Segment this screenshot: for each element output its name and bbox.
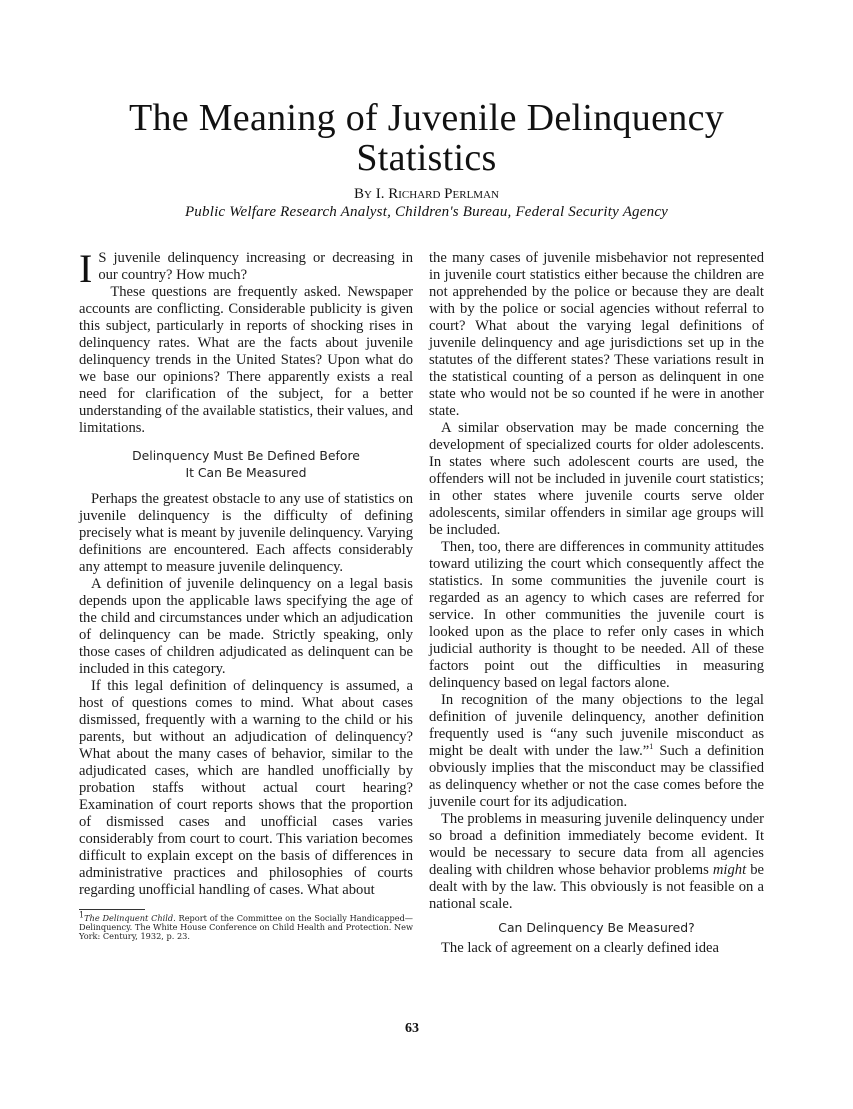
paragraph [429, 692, 764, 811]
right-column [429, 250, 764, 957]
footnote [79, 910, 413, 941]
section-heading-line-1: Delinquency Must Be Defined Before [132, 448, 360, 463]
section-heading-measured: Can Delinquency Be Measured? [498, 920, 695, 935]
title-line-1: The Meaning of Juvenile Delinquency [128, 97, 725, 139]
paragraph: Perhaps the greatest obstacle to any use of statistics on juvenile delinquency is the difficulty of defining precisely what is meant by juvenile delinquency. Varying definitions are encountered. Each affects considerably any attempt to measure juvenile delinquency. [79, 491, 413, 575]
author-byline: By I. Richard Perlman [354, 186, 499, 202]
title-line-2: Statistics [356, 137, 497, 179]
left-column [79, 246, 413, 941]
footnote-divider [79, 909, 145, 910]
paragraph-text: Such a definition obviously implies that the misconduct may be classified as delinquency whether or not the case comes before the juvenile court for its adjudication. [429, 743, 764, 810]
paragraph: If this legal definition of delinquency is assumed, a host of questions comes to mind. What about cases dismissed, frequently with a warning to the child or his parents, but without an adjudication of delinquency? What about the many cases of behavior, similar to the adjudicated cases, which are handled unofficially by probation staffs without actual court hearing? Examination of court reports shows that the proportion of dismissed cases and unofficial cases varies considerably from court to court. This variation becomes difficult to explain except on the basis of differences in administrative practices and philosophies of courts regarding unofficial handling of cases. What about [79, 678, 413, 898]
paragraph-text: The problems in measuring juvenile delinquency under so broad a definition immediately become evident. It would be necessary to secure data from all agencies dealing with children whose behavior problems [429, 811, 764, 878]
emphasis-text: might [712, 862, 747, 878]
paragraph-text: be dealt with by the law. This obviously is not feasible on a national scale. [429, 862, 764, 912]
footnote-marker: 1 [79, 910, 85, 920]
article-title [0, 98, 853, 178]
intro-paragraph [79, 246, 413, 291]
paragraph [429, 811, 764, 913]
paragraph: These questions are frequently asked. Newspaper accounts are conflicting. Considerable publicity is given this subject, particularly in reports of shocking rises in delinquency rates. What are the facts about juvenile delinquency trends in the United States? Upon what do we base our opinions? There apparently exists a real need for clarification of the subject, for a better understanding of the available statistics, their values, and limitations. [79, 284, 413, 436]
page-number: 63 [405, 1021, 419, 1036]
footnote-reference[interactable]: 1 [649, 742, 654, 752]
paragraph-text: In recognition of the many objections to the legal definition of juvenile delinquency, another definition frequently used is “any such juvenile misconduct as might be dealt with under the law.” [429, 692, 764, 759]
paragraph: A definition of juvenile delinquency on a legal basis depends upon the applicable laws specifying the age of the child and circumstances under which an adjudication of delinquency can be made. Strictly speaking, only those cases of children adjudicated as delinquent can be included in this category. [79, 576, 413, 677]
author-affiliation: Public Welfare Research Analyst, Children's Bureau, Federal Security Agency [184, 204, 669, 220]
footnote-text: Report of the Committee on the Socially Handicapped—Delinquency. The White House Conference on Child Health and Protection. New York: Century, 1932, p. 23. [79, 913, 413, 941]
section-heading-definition [79, 447, 413, 481]
paragraph: The lack of agreement on a clearly defined idea [441, 940, 719, 956]
paragraph: Then, too, there are differences in community attitudes toward utilizing the court which consequently affect the statistics. In some communities the juvenile court is regarded as an agency to which cases are referred for service. In other communities the juvenile court is looked upon as the place to refer only cases in which judicial authority is thought to be needed. All of these factors point out the difficulties in measuring delinquency based on legal factors alone. [429, 539, 764, 691]
paragraph: A similar observation may be made concerning the development of specialized courts for older adolescents. In states where such adolescent courts are used, the offenders will not be included in juvenile court statistics; in other states where juvenile courts serve older adolescents, similar offenders in similar age groups will be included. [429, 420, 764, 538]
intro-text: S juvenile delinquency increasing or decreasing in our country? How much? [98, 250, 413, 283]
section-heading-line-2: It Can Be Measured [185, 465, 307, 480]
drop-cap: I [79, 246, 93, 291]
paragraph: the many cases of juvenile misbehavior not represented in juvenile court statistics either because the children are not apprehended by the police or because they are dealt with by the police or social agencies without referral to court? What about the varying legal definitions of juvenile delinquency and age jurisdictions set up in the statutes of the different states? These variations result in the statistical counting of a person as delinquent in one state who would not be so counted if he were in another state. [429, 250, 764, 419]
footnote-title: The Delinquent Child. [84, 913, 176, 923]
